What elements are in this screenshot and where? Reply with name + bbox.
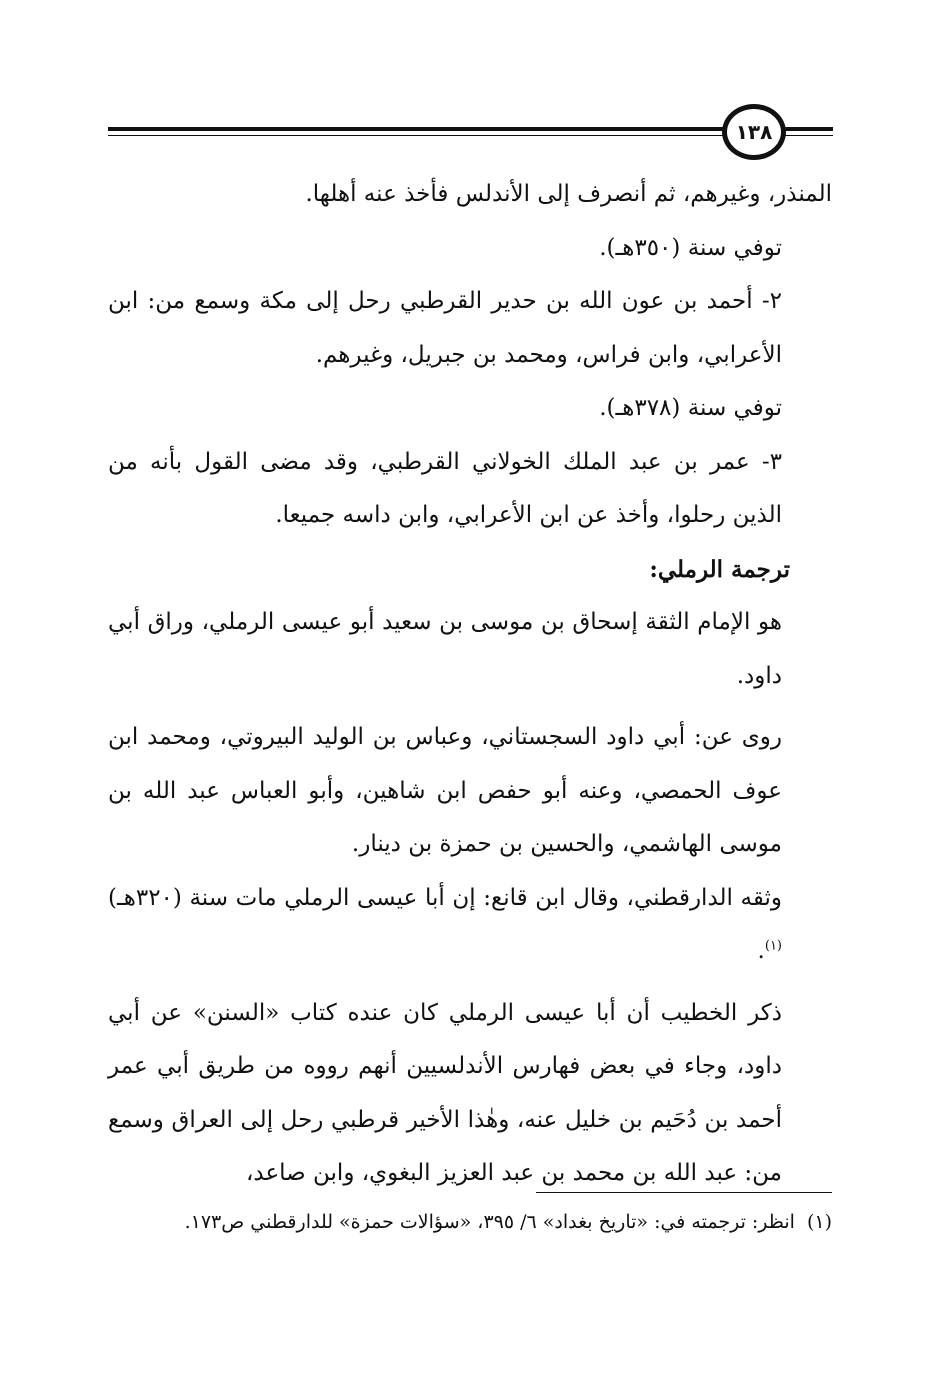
paragraph-ahmad-ibn-awn: ٢- أحمد بن عون الله بن حدير القرطبي رحل إلى مكة وسمع من: ابن الأعرابي، وابن فراس، ومحمد بن جبريل، وغيرهم. [108, 288, 782, 368]
footnote [108, 1204, 832, 1240]
footnote-separator [536, 1192, 832, 1193]
footnote-reference[interactable]: (١) [764, 938, 782, 954]
page-number-badge: ١٣٨ [722, 104, 786, 160]
paragraph-trustworthiness-end: . [757, 938, 765, 964]
main-text [108, 168, 832, 1201]
footnote-text: انظر: ترجمته في: «تاريخ بغداد» ٦/ ٣٩٥، «سؤالات حمزة» للدارقطني ص١٧٣. [184, 1211, 795, 1233]
paragraph-biography: هو الإمام الثقة إسحاق بن موسى بن سعيد أبو عيسى الرملي، وراق أبي داود. [108, 609, 782, 689]
page-header [108, 100, 833, 164]
paragraph-trustworthiness-text: وثقه الدارقطني، وقال ابن قانع: إن أبا عيسى الرملي مات سنة (٣٢٠هـ) [108, 884, 782, 911]
paragraph-al-khatib: ذكر الخطيب أن أبا عيسى الرملي كان عنده كتاب «السنن» عن أبي داود، وجاء في بعض فهارس الأندلسيين أنهم رووه من طريق أبي عمر أحمد بن دُحَيم بن خليل عنه، وهٰذا الأخير قرطبي رحل إلى العراق وسمع من: عبد الله بن محمد بن عبد العزيز البغوي، وابن صاعد، [108, 999, 782, 1186]
paragraph-trustworthiness [108, 872, 832, 979]
footnote-number: (١) [806, 1211, 832, 1233]
paragraph-1: المنذر، وغيرهم، ثم أنصرف إلى الأندلس فأخذ عنه أهلها. [305, 181, 832, 207]
paragraph-death-year-1: توفي سنة (٣٥٠هـ). [599, 234, 782, 261]
paragraph-narrated-from: روى عن: أبي داود السجستاني، وعباس بن الوليد البيروتي، ومحمد ابن عوف الحمصي، وعنه أبو حفص ابن شاهين، وأبو العباس عبد الله بن موسى الهاشمي، والحسين بن حمزة بن دينار. [108, 724, 782, 857]
section-heading: ترجمة الرملي: [649, 555, 790, 583]
paragraph-umar-ibn-abd-al-malik: ٣- عمر بن عبد الملك الخولاني القرطبي، وقد مضى القول بأنه من الذين رحلوا، وأخذ عن ابن الأعرابي، وابن داسه جميعا. [108, 448, 782, 528]
paragraph-death-year-2: توفي سنة (٣٧٨هـ). [599, 395, 782, 421]
